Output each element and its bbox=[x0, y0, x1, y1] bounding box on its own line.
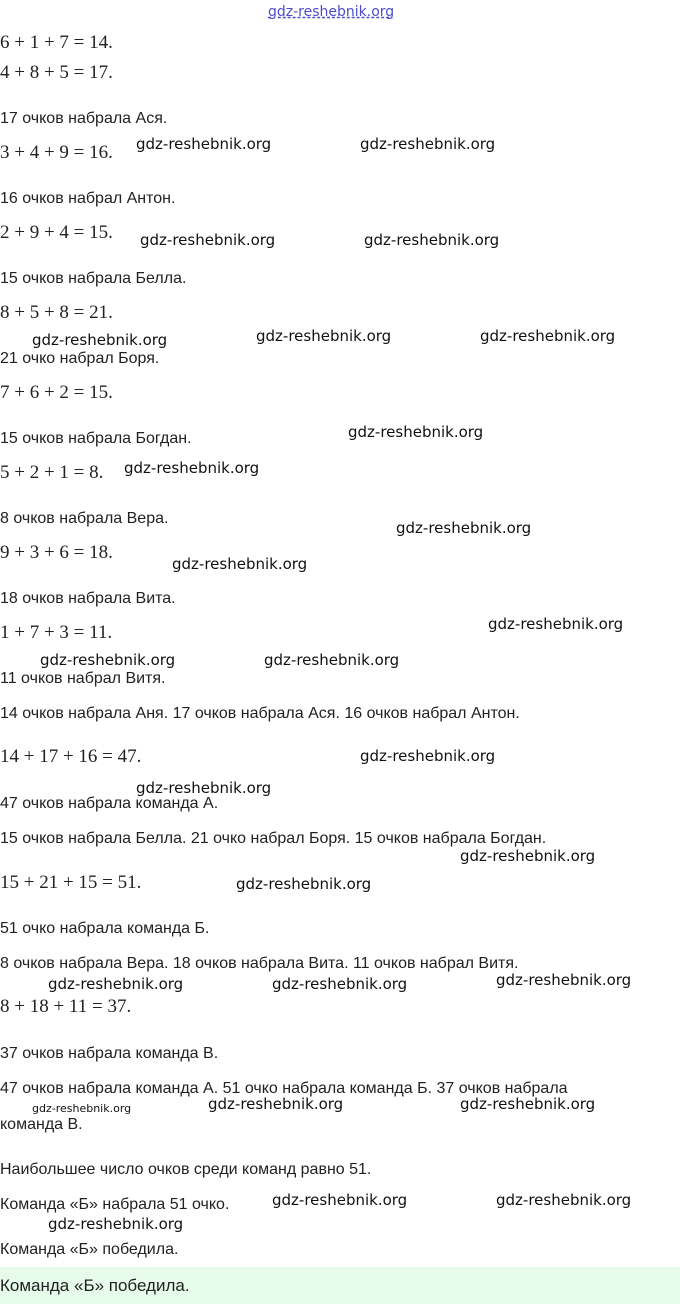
text-line: Команда «Б» победила. bbox=[0, 1241, 179, 1258]
watermark-text: gdz-reshebnik.org bbox=[396, 519, 532, 537]
text-line: 17 очков набрала Ася. bbox=[0, 110, 168, 127]
text-line: 11 очков набрал Витя. bbox=[0, 670, 166, 687]
watermark-text: gdz-reshebnik.org bbox=[256, 327, 392, 345]
watermark-text: gdz-reshebnik.org bbox=[272, 1191, 408, 1209]
watermark-text: gdz-reshebnik.org bbox=[496, 1191, 632, 1209]
watermark-text: gdz-reshebnik.org bbox=[48, 1215, 184, 1233]
equation-line: 15 + 21 + 15 = 51. bbox=[0, 872, 142, 893]
equation-line: 1 + 7 + 3 = 11. bbox=[0, 622, 113, 643]
watermark-text: gdz-reshebnik.org bbox=[172, 555, 308, 573]
equation-line: 5 + 2 + 1 = 8. bbox=[0, 462, 104, 483]
equation-line: 9 + 3 + 6 = 18. bbox=[0, 542, 113, 563]
text-line: 8 очков набрала Вера. 18 очков набрала Вита. 11 очков набрал Витя. bbox=[0, 955, 519, 972]
watermark-text: gdz-reshebnik.org bbox=[496, 971, 632, 989]
equation-line: 14 + 17 + 16 = 47. bbox=[0, 746, 142, 767]
watermark-text: gdz-reshebnik.org bbox=[236, 875, 372, 893]
equation-line: 6 + 1 + 7 = 14. bbox=[0, 32, 113, 53]
text-line: 8 очков набрала Вера. bbox=[0, 510, 169, 527]
watermark-text: gdz-reshebnik.org bbox=[264, 651, 400, 669]
watermark-text: gdz-reshebnik.org bbox=[32, 1102, 132, 1115]
watermark-text: gdz-reshebnik.org bbox=[124, 459, 260, 477]
text-line: 21 очко набрал Боря. bbox=[0, 350, 160, 367]
answer-box bbox=[0, 1267, 680, 1304]
watermark-text: gdz-reshebnik.org bbox=[360, 747, 496, 765]
equation-line: 3 + 4 + 9 = 16. bbox=[0, 142, 113, 163]
text-line: Команда «Б» набрала 51 очко. bbox=[0, 1196, 230, 1213]
watermark-text: gdz-reshebnik.org bbox=[364, 231, 500, 249]
text-line: 51 очко набрала команда Б. bbox=[0, 920, 210, 937]
text-line: 15 очков набрала Белла. 21 очко набрал Боря. 15 очков набрала Богдан. bbox=[0, 830, 547, 847]
watermark-text: gdz-reshebnik.org bbox=[460, 847, 596, 865]
equation-line: 8 + 18 + 11 = 37. bbox=[0, 996, 132, 1017]
text-line: 14 очков набрала Аня. 17 очков набрала Ася. 16 очков набрал Антон. bbox=[0, 705, 520, 722]
watermark-text: gdz-reshebnik.org bbox=[480, 327, 616, 345]
watermark-text: gdz-reshebnik.org bbox=[140, 231, 276, 249]
watermark-text: gdz-reshebnik.org bbox=[32, 331, 168, 349]
watermark-text: gdz-reshebnik.org bbox=[488, 615, 624, 633]
watermark-text: gdz-reshebnik.org bbox=[348, 423, 484, 441]
site-header-link[interactable]: gdz-reshebnik.org bbox=[268, 4, 395, 20]
text-line: Наибольшее число очков среди команд равно 51. bbox=[0, 1161, 372, 1178]
text-line: 15 очков набрала Белла. bbox=[0, 270, 187, 287]
text-line: 16 очков набрал Антон. bbox=[0, 190, 176, 207]
text-line: 47 очков набрала команда А. 51 очко набрала команда Б. 37 очков набрала bbox=[0, 1080, 568, 1097]
watermark-text: gdz-reshebnik.org bbox=[136, 135, 272, 153]
watermark-text: gdz-reshebnik.org bbox=[460, 1095, 596, 1113]
watermark-text: gdz-reshebnik.org bbox=[360, 135, 496, 153]
watermark-text: gdz-reshebnik.org bbox=[136, 779, 272, 797]
answer-text: Команда «Б» победила. bbox=[0, 1276, 190, 1295]
watermark-text: gdz-reshebnik.org bbox=[40, 651, 176, 669]
equation-line: 4 + 8 + 5 = 17. bbox=[0, 62, 113, 83]
text-line: команда В. bbox=[0, 1116, 83, 1133]
watermark-text: gdz-reshebnik.org bbox=[48, 975, 184, 993]
equation-line: 2 + 9 + 4 = 15. bbox=[0, 222, 113, 243]
watermark-text: gdz-reshebnik.org bbox=[208, 1095, 344, 1113]
equation-line: 7 + 6 + 2 = 15. bbox=[0, 382, 113, 403]
text-line: 18 очков набрала Вита. bbox=[0, 590, 176, 607]
equation-line: 8 + 5 + 8 = 21. bbox=[0, 302, 113, 323]
watermark-text: gdz-reshebnik.org bbox=[272, 975, 408, 993]
text-line: 47 очков набрала команда А. bbox=[0, 795, 219, 812]
text-line: 15 очков набрала Богдан. bbox=[0, 430, 192, 447]
text-line: 37 очков набрала команда В. bbox=[0, 1045, 219, 1062]
